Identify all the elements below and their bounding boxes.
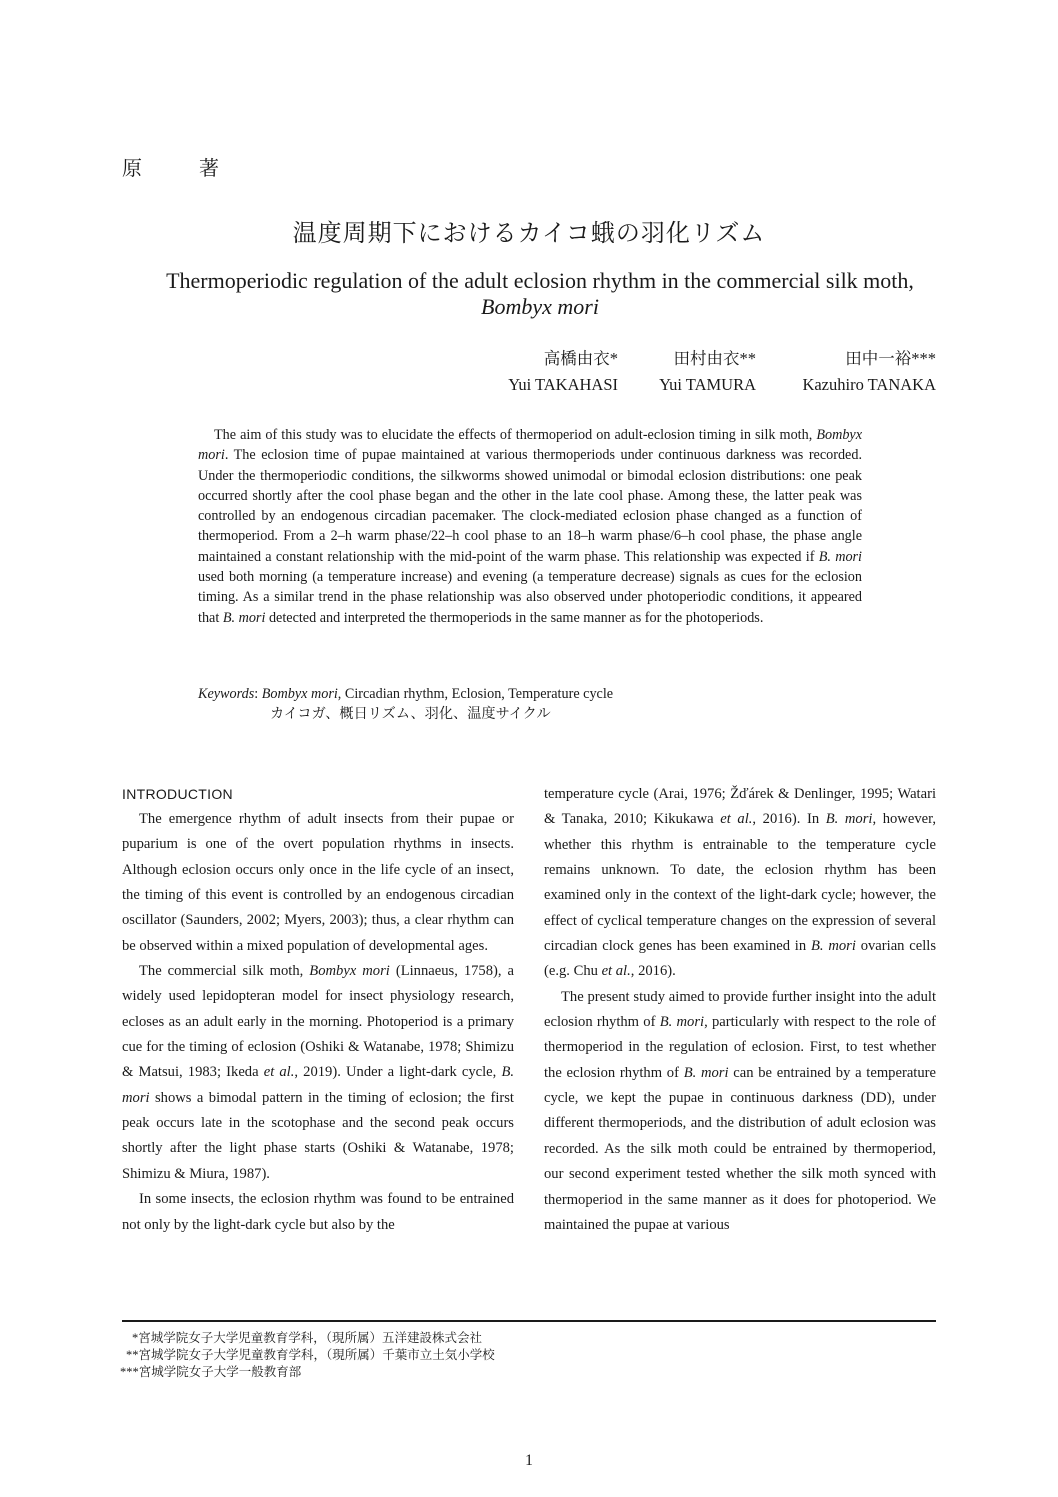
abstract-paragraph <box>198 425 862 628</box>
footnote-3: ***宮城学院女子大学一般教育部 <box>120 1365 302 1379</box>
author-3-ja: 田中一裕*** <box>845 349 936 368</box>
body-text: , 2016). <box>630 963 676 980</box>
abstract <box>198 425 862 628</box>
species-name: B. mori <box>818 548 862 565</box>
body-text: (Linnaeus, 1758), a widely used lepidopteran model for insect physiology research, ecloses as an adult early in the morning. Photoperiod is a primary cue for the timing of eclosion (Oshiki & Watanabe, 1978; Shimizu & Matsui, 1983; Ikeda <box>122 963 514 1081</box>
body-paragraph <box>544 985 936 1238</box>
body-paragraph <box>122 959 514 1187</box>
et-al: et al. <box>263 1064 295 1081</box>
abstract-text: used both morning (a temperature increase) and evening (a temperature decrease) signals as cues for the eclosion timing. As a similar trend in the phase relationship was also observed under photoperiodic conditions, it appeared that <box>198 569 862 626</box>
species-name: Bombyx mori <box>261 686 338 702</box>
body-paragraph: The emergence rhythm of adult insects from their pupae or puparium is one of the overt population rhythms in insects. Although eclosion occurs only once in the life cycle of an insect, the timing of this event is controlled by an endogenous circadian oscillator (Saunders, 2002; Myers, 2003); thus, a clear rhythm can be observed within a mixed population of developmental ages. <box>122 811 514 954</box>
et-al: et al. <box>601 963 631 980</box>
body-text: can be entrained by a temperature cycle, we kept the pupae in continuous darkness (DD), under different thermoperiods, and the distribution of adult eclosion was recorded. As the silk moth could be entrained by thermoperiod, our second experiment tested whether the silk moth synced with thermoperiod in the same manner as it does for photoperiod. We maintained the pupae at various <box>544 1064 936 1233</box>
keywords <box>198 684 613 724</box>
footnotes <box>120 1330 495 1381</box>
author-1-en: Yui TAKAHASI <box>508 375 618 394</box>
keywords-japanese: カイコガ、概日リズム、羽化、温度サイクル <box>270 706 551 722</box>
abstract-text: . The eclosion time of pupae maintained at various thermoperiods under continuous darkness was recorded. Under the thermoperiodic conditions, the silkworms showed unimodal or bimodal eclosion distributions: one peak occurred shortly after the cool phase began and the other in the late cool phase. Among these, the latter peak was controlled by an endogenous circadian pacemaker. The clock-mediated eclosion phase changed as a function of thermoperiod. From a 2–h warm phase/22–h cool phase to an 18–h warm phase/6–h cool phase, the phase angle maintained a constant relationship with the mid-point of the warm phase. This relationship was expected if <box>198 447 862 565</box>
abstract-text: detected and interpreted the thermoperiods in the same manner as for the photoperiods. <box>268 609 764 626</box>
keywords-list: , Circadian rhythm, Eclosion, Temperature cycle <box>337 686 614 702</box>
body-paragraph: In some insects, the eclosion rhythm was found to be entrained not only by the light-dark cycle but also by the <box>122 1191 514 1233</box>
title-species: Bombyx mori <box>481 294 599 319</box>
author-2-ja: 田村由衣** <box>673 349 756 368</box>
body-text: ovarian cells (e.g. Chu <box>544 938 937 980</box>
body-column-right <box>544 782 936 1238</box>
species-name: B. mori <box>810 938 856 955</box>
author-2-en: Yui TAMURA <box>659 375 756 394</box>
body-text: , 2016). In <box>752 811 820 828</box>
author-3 <box>802 346 936 398</box>
body-text: The present study aimed to provide further insight into the adult eclosion rhythm of <box>544 988 936 1031</box>
species-name: Bombyx mori <box>309 963 390 980</box>
species-name: B. mori <box>122 1064 515 1106</box>
author-2 <box>659 346 756 398</box>
species-name: Bombyx mori <box>198 427 863 464</box>
et-al: et al. <box>720 811 753 828</box>
footnote-divider <box>122 1320 936 1322</box>
keywords-colon: : <box>254 686 262 702</box>
footnote-1: *宮城学院女子大学児童教育学科，（現所属）五洋建設株式会社 <box>132 1331 483 1345</box>
author-1 <box>508 346 618 398</box>
section-heading: INTRODUCTION <box>122 786 233 802</box>
title-english-line1: Thermoperiodic regulation of the adult eclosion rhythm in the commercial silk moth, <box>166 268 914 293</box>
abstract-text: The aim of this study was to elucidate the effects of thermoperiod on adult-eclosion timing in silk moth, <box>214 427 813 443</box>
title-japanese: 温度周期下におけるカイコ蛾の羽化リズム <box>292 221 766 247</box>
article-category: 原 著 <box>122 158 245 180</box>
author-1-ja: 高橋由衣* <box>543 349 618 368</box>
species-name: B. mori <box>222 609 266 626</box>
body-text: , however, whether this rhythm is entrainable to the temperature cycle remains unknown. To date, the eclosion rhythm has been examined only in the context of the light-dark cycle; however, the effect of cyclical temperature changes on the expression of several circadian clock genes has been examined in <box>544 811 937 955</box>
author-3-en: Kazuhiro TANAKA <box>802 375 936 394</box>
body-text: shows a bimodal pattern in the timing of eclosion; the first peak occurs late in the scotophase and the second peak occurs shortly after the light phase starts (Oshiki & Watanabe, 1978; Shimizu & Miura, 1987). <box>122 1089 514 1182</box>
footnote-2: **宮城学院女子大学児童教育学科，（現所属）千葉市立土気小学校 <box>126 1348 495 1362</box>
body-text: , 2019). Under a light-dark cycle, <box>294 1064 497 1081</box>
title-english <box>100 268 980 320</box>
body-paragraph <box>544 782 936 985</box>
species-name: B. mori <box>683 1064 729 1081</box>
species-name: B. mori <box>659 1014 705 1031</box>
body-text: , particularly with respect to the role of thermoperiod in the regulation of eclosion. First, to test whether the eclosion rhythm of <box>544 1014 936 1081</box>
keywords-label: Keywords <box>198 686 255 702</box>
species-name: B. mori <box>825 811 873 828</box>
body-column-left <box>122 782 514 1238</box>
body-text: temperature cycle (Arai, 1976; Žďárek & Denlinger, 1995; Watari & Tanaka, 2010; Kikukawa <box>544 786 936 828</box>
page-number: 1 <box>525 1452 533 1469</box>
body-text: The commercial silk moth, <box>139 963 304 980</box>
